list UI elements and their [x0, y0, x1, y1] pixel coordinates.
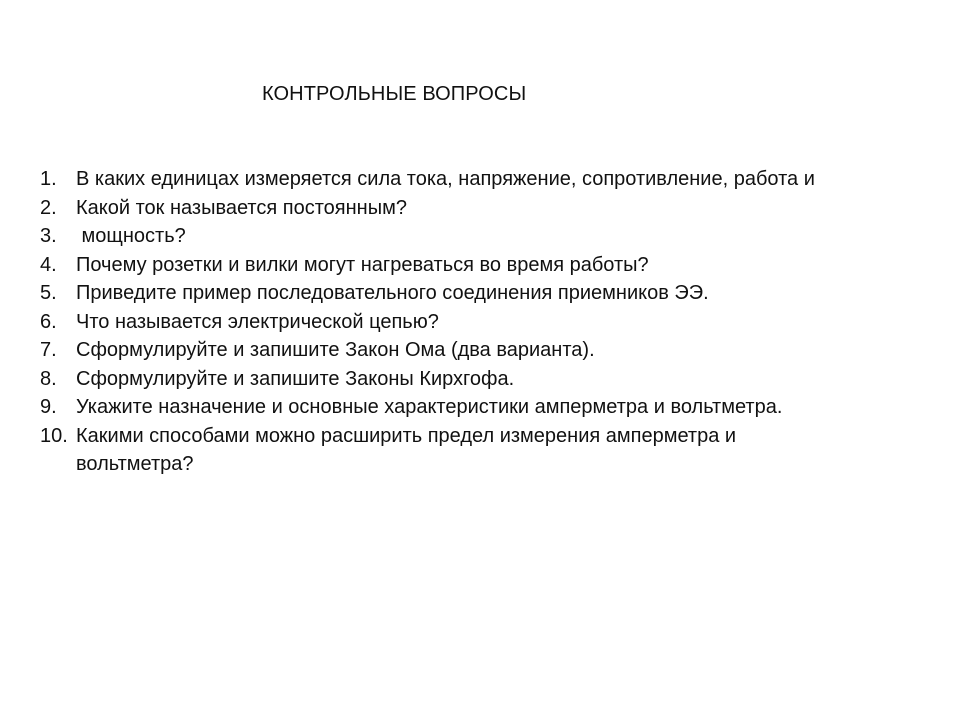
question-text: мощность?: [76, 225, 186, 247]
question-item: [40, 422, 920, 479]
question-item: [40, 222, 920, 251]
question-number: 4.: [40, 253, 57, 276]
question-number: 2.: [40, 196, 57, 219]
question-item: [40, 393, 920, 422]
question-text: В каких единицах измеряется сила тока, напряжение, сопротивление, работа и: [76, 168, 815, 190]
question-number: 5.: [40, 282, 57, 304]
question-item: [40, 279, 920, 308]
question-number: 1.: [40, 168, 57, 190]
question-item: [40, 251, 920, 280]
question-text: Что называется электрической цепью?: [76, 310, 439, 333]
question-number: 6.: [40, 310, 57, 333]
question-item: [40, 336, 920, 365]
question-item: [40, 308, 920, 337]
question-item: [40, 165, 920, 194]
question-number: 8.: [40, 367, 57, 390]
slide-title: КОНТРОЛЬНЫЕ ВОПРОСЫ: [262, 83, 527, 105]
question-item: [40, 365, 920, 394]
question-text: Почему розетки и вилки могут нагреваться во время работы?: [76, 253, 649, 276]
question-number: 7.: [40, 339, 57, 361]
question-text: Сформулируйте и запишите Законы Кирхгофа.: [76, 367, 515, 390]
question-number: 9.: [40, 396, 57, 418]
question-text: Укажите назначение и основные характеристики амперметра и вольтметра.: [76, 396, 783, 418]
question-text: Приведите пример последовательного соединения приемников ЭЭ.: [76, 282, 709, 304]
question-text: Сформулируйте и запишите Закон Ома (два варианта).: [76, 339, 595, 361]
question-text: Какой ток называется постоянным?: [76, 196, 407, 219]
question-number: 10.: [40, 424, 68, 447]
question-text: Какими способами можно расширить предел измерения амперметра и вольтметра?: [76, 424, 737, 475]
question-number: 3.: [40, 225, 57, 247]
questions-list: [40, 165, 920, 479]
question-item: [40, 194, 920, 223]
